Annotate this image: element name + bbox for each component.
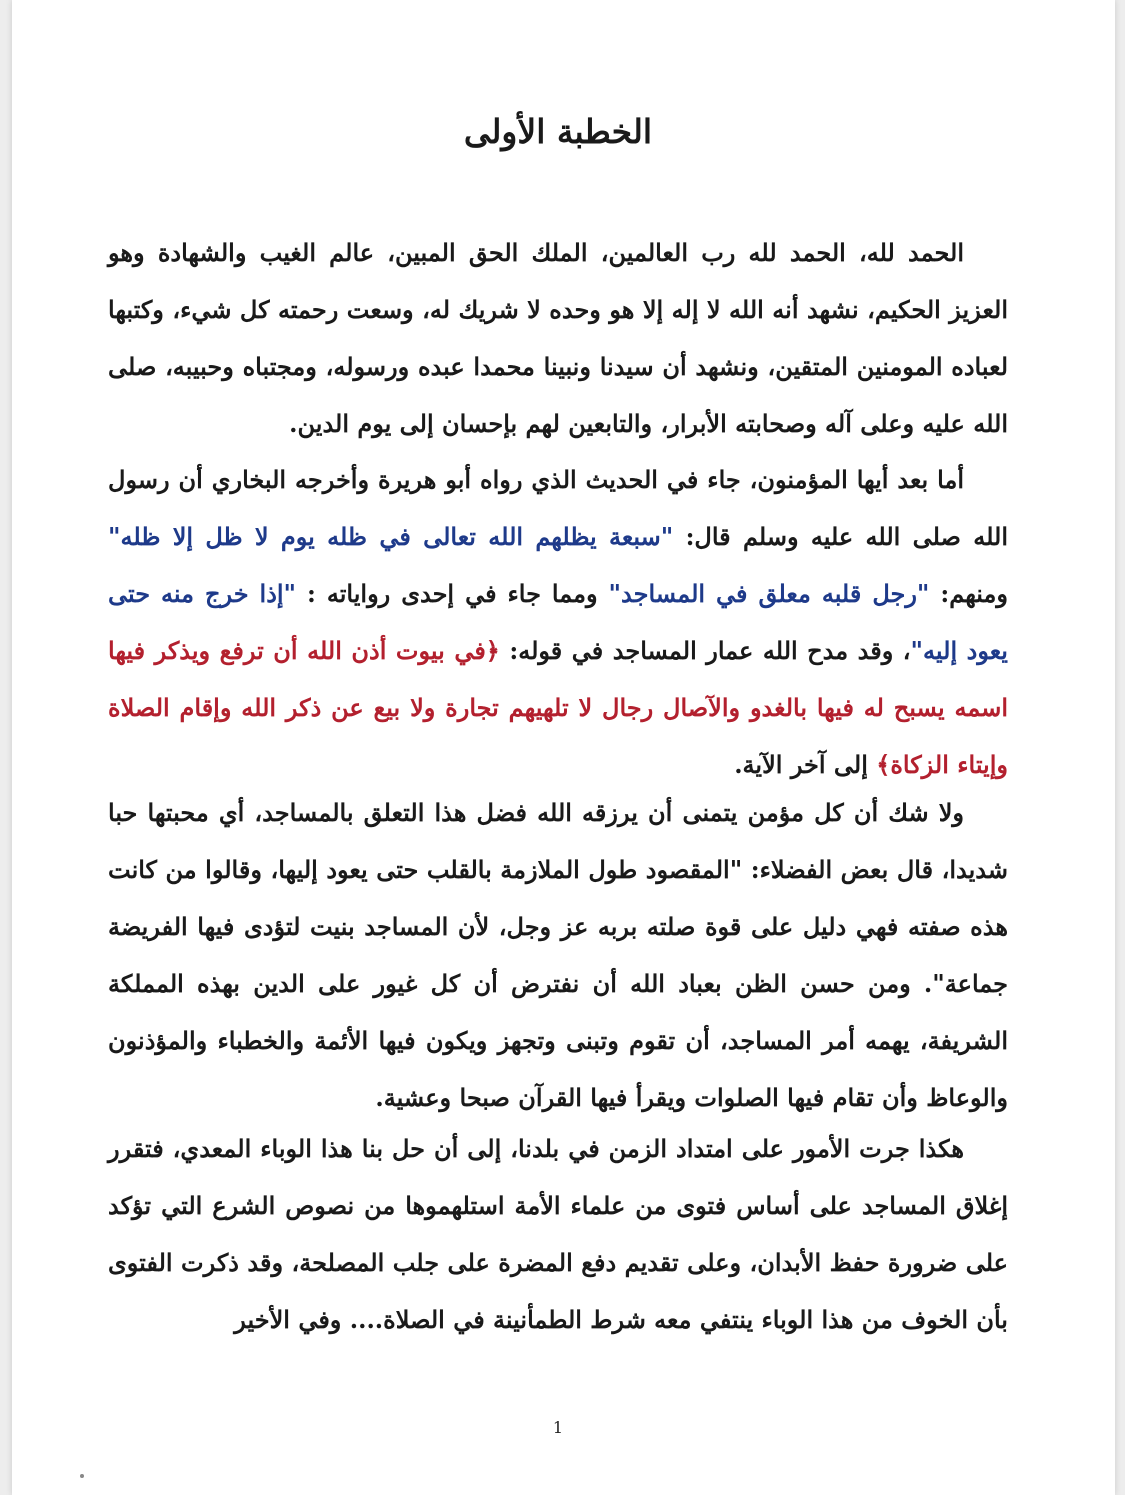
paragraph-mosque-love: ولا شك أن كل مؤمن يتمنى أن يرزقه الله فضل هذا التعلق بالمساجد، أي محبتها حبا شديدا، قال بعض الفضلاء: "المقصود طول الملازمة بالقلب حتى يعود إليها، وقالوا من كانت هذه صفته فهي دليل على قوة صلته بربه عز وجل، لأن المساجد بنيت لتؤدى فيها الفريضة جماعة". ومن حسن الظن بعباد الله أن نفترض أن كل غيور على الدين بهذه المملكة الشريفة، يهمه أمر المساجد، أن تقوم وتبنى وتجهز ويكون فيها الأئمة والخطباء والمؤذنون والوعاظ وأن تقام فيها الصلوات ويقرأ فيها القرآن صبحا وعشية. [108, 798, 1008, 1112]
paragraph-text: إلى آخر الآية. [734, 750, 877, 779]
document-page [12, 0, 1115, 1495]
quran-verse: ﴿في بيوت أذن الله أن ترفع ويذكر فيها اسمه يسبح له فيها بالغدو والآصال رجال لا تلهيهم تجارة ولا بيع عن ذكر الله وإقام الصلاة وإيتاء الزكاة﴾ [108, 636, 1008, 779]
paragraph-epidemic: هكذا جرت الأمور على امتداد الزمن في بلدنا، إلى أن حل بنا هذا الوباء المعدي، فتقرر إغلاق المساجد على أساس فتوى من علماء الأمة استلهموها من نصوص الشرع التي تؤكد على ضرورة حفظ الأبدان، وعلى تقديم دفع المضرة على جلب المصلحة، وقد ذكرت الفتوى بأن الخوف من هذا الوباء ينتفي معه شرط الطمأنينة في الصلاة.... وفي الأخير [108, 1134, 1008, 1334]
page-number: 1 [552, 1418, 564, 1437]
page-content [108, 0, 1008, 1495]
hadith-quote: "سبعة يظلهم الله تعالى في ظله يوم لا ظل إلا ظله" [108, 522, 674, 551]
page-title: الخطبة الأولى [463, 112, 653, 151]
paragraph-text: ومما جاء في إحدى رواياته : [296, 579, 609, 608]
scan-speck [80, 1474, 84, 1478]
hadith-quote: "إذا خرج منه حتى يعود إليه" [108, 579, 1008, 665]
paragraph-opening-praise: الحمد لله، الحمد لله رب العالمين، الملك الحق المبين، عالم الغيب والشهادة وهو العزيز الحكيم، نشهد أنه الله لا إله إلا هو وحده لا شريك له، وسعت رحمته كل شيء، وكتبها لعباده المومنين المتقين، ونشهد أن سيدنا ونبينا محمدا عبده ورسوله، ومجتباه وحبيبه، صلى الله عليه وعلى آله وصحابته الأبرار، والتابعين لهم بإحسان إلى يوم الدين. [108, 238, 1009, 438]
paragraph-text: ، وقد مدح الله عمار المساجد في قوله: [499, 636, 911, 665]
paragraph-text: ومنهم: [929, 579, 1008, 608]
hadith-quote: "رجل قلبه معلق في المساجد" [608, 579, 930, 608]
paragraph-text: أما بعد أيها المؤمنون، جاء في الحديث الذي رواه أبو هريرة وأخرجه البخاري أن رسول الله صلى الله عليه وسلم قال: [108, 465, 1008, 551]
paragraph-hadith [108, 451, 1008, 793]
